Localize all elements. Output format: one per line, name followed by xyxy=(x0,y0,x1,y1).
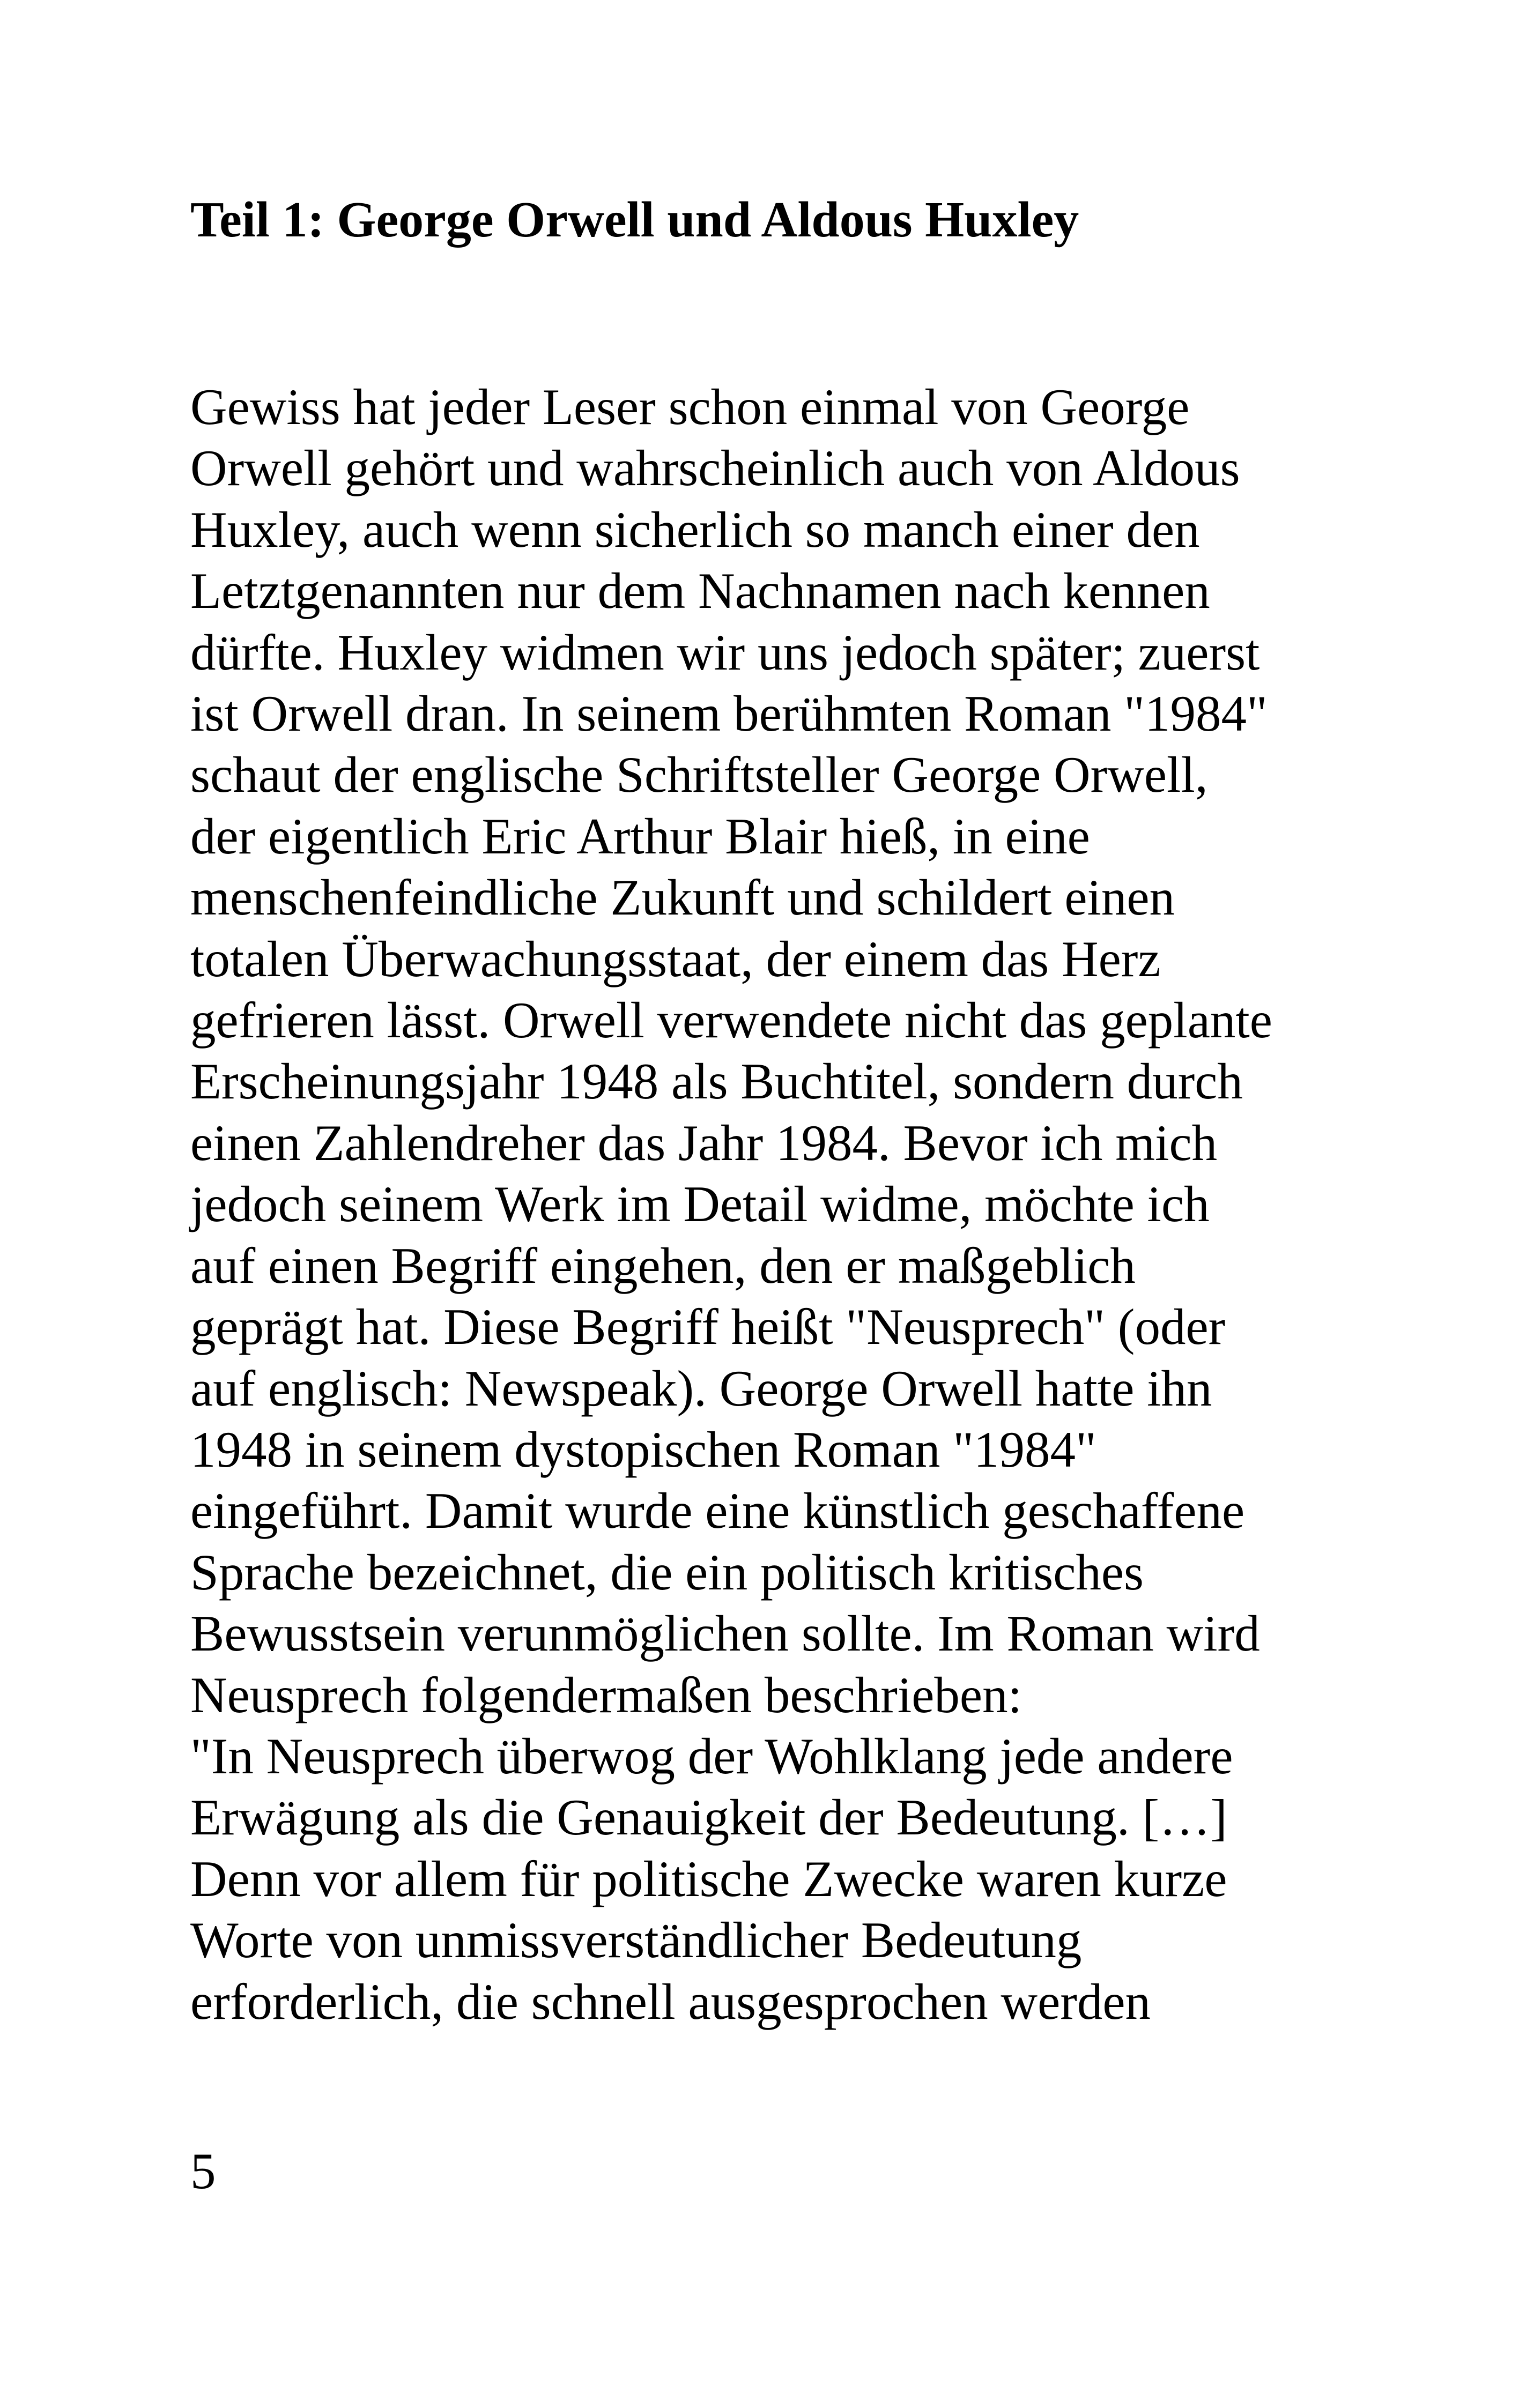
text-line: ist Orwell dran. In seinem berühmten Roman "1984" xyxy=(190,685,1268,742)
text-line: totalen Überwachungsstaat, der einem das Herz xyxy=(190,930,1161,987)
text-line: 1948 in seinem dystopischen Roman "1984" xyxy=(190,1421,1096,1478)
text-line: Orwell gehört und wahrscheinlich auch von Aldous xyxy=(190,440,1240,497)
text-line: eingeführt. Damit wurde eine künstlich geschaffene xyxy=(190,1482,1245,1540)
text-line: Huxley, auch wenn sicherlich so manch einer den xyxy=(190,501,1200,558)
text-line: Erscheinungsjahr 1948 als Buchtitel, sondern durch xyxy=(190,1053,1243,1110)
text-line: Neusprech folgendermaßen beschrieben: xyxy=(190,1666,1022,1723)
text-line: Sprache bezeichnet, die ein politisch kritisches xyxy=(190,1543,1144,1601)
quote-line: erforderlich, die schnell ausgesprochen werden xyxy=(190,1973,1151,2030)
text-line: Bewusstsein verunmöglichen sollte. Im Roman wird xyxy=(190,1605,1260,1662)
text-line: einen Zahlendreher das Jahr 1984. Bevor ich mich xyxy=(190,1114,1218,1171)
quote-line: Worte von unmissverständlicher Bedeutung xyxy=(190,1912,1082,1969)
text-line: Gewiss hat jeder Leser schon einmal von George xyxy=(190,378,1190,435)
text-line: menschenfeindliche Zukunft und schildert einen xyxy=(190,869,1175,926)
body-text xyxy=(190,376,1424,2032)
text-line: dürfte. Huxley widmen wir uns jedoch später; zuerst xyxy=(190,623,1260,681)
text-line: schaut der englische Schriftsteller George Orwell, xyxy=(190,746,1208,804)
page-number: 5 xyxy=(190,2143,216,2199)
quote-line: Denn vor allem für politische Zwecke waren kurze xyxy=(190,1850,1227,1907)
chapter-heading: Teil 1: George Orwell und Aldous Huxley xyxy=(190,192,1079,248)
text-line: auf einen Begriff eingehen, den er maßgeblich xyxy=(190,1237,1136,1294)
text-line: auf englisch: Newspeak). George Orwell hatte ihn xyxy=(190,1359,1212,1417)
text-line: jedoch seinem Werk im Detail widme, möchte ich xyxy=(190,1176,1210,1233)
quote-line: "In Neusprech überwog der Wohlklang jede andere xyxy=(190,1727,1233,1785)
quote-line: Erwägung als die Genauigkeit der Bedeutung. […] xyxy=(190,1789,1227,1846)
text-line: der eigentlich Eric Arthur Blair hieß, in eine xyxy=(190,807,1090,865)
text-line: gefrieren lässt. Orwell verwendete nicht das geplante xyxy=(190,992,1272,1049)
text-line: geprägt hat. Diese Begriff heißt "Neusprech" (oder xyxy=(190,1298,1226,1356)
text-line: Letztgenannten nur dem Nachnamen nach kennen xyxy=(190,562,1210,620)
